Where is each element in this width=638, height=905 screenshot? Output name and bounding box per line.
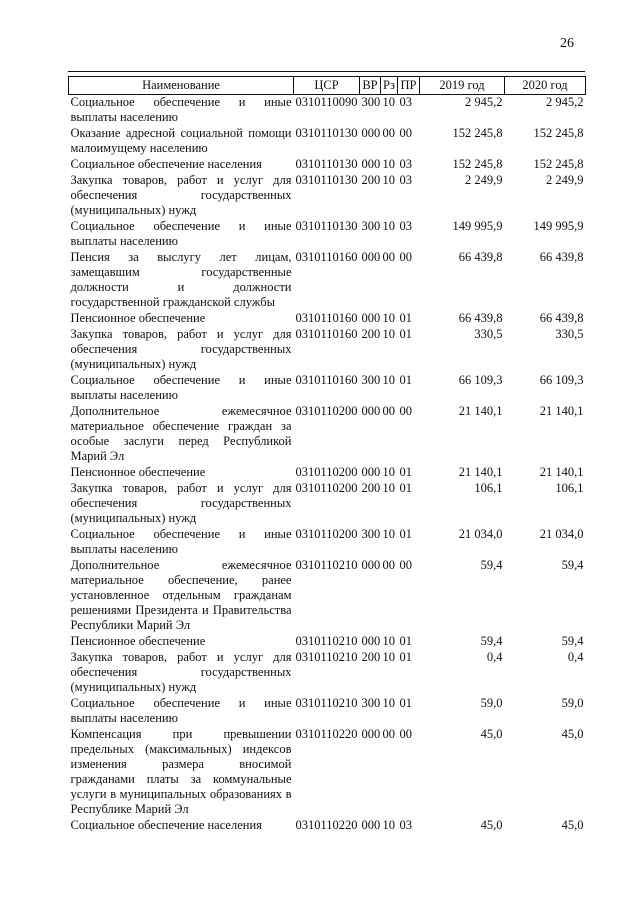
table-row bbox=[69, 696, 586, 727]
row-2019: 66 109,3 bbox=[458, 373, 503, 387]
row-2020: 21 140,1 bbox=[539, 404, 584, 418]
row-csr: 0310110220 bbox=[295, 818, 358, 832]
row-vr: 000 bbox=[361, 126, 381, 140]
row-rz: 10 bbox=[382, 373, 395, 387]
row-csr: 0310110130 bbox=[295, 126, 358, 140]
budget-table bbox=[68, 76, 586, 834]
row-pr: 01 bbox=[399, 696, 412, 710]
row-pr: 00 bbox=[399, 250, 412, 264]
row-csr: 0310110210 bbox=[295, 696, 358, 710]
row-pr: 01 bbox=[399, 465, 412, 479]
table-header-row bbox=[69, 77, 586, 95]
row-2019: 59,4 bbox=[480, 634, 503, 648]
row-csr: 0310110160 bbox=[295, 250, 358, 264]
row-name: Пенсия за выслугу лет лицам, замещавшим государственные должности и должности государственной гражданской службы bbox=[70, 250, 292, 309]
row-2020: 45,0 bbox=[561, 727, 584, 741]
row-2020: 59,4 bbox=[561, 634, 584, 648]
top-rule bbox=[68, 71, 585, 72]
row-name: Социальное обеспечение и иные выплаты населению bbox=[70, 696, 292, 725]
header-rz: Рз bbox=[381, 77, 398, 95]
row-name: Социальное обеспечение населения bbox=[70, 157, 262, 171]
row-vr: 000 bbox=[361, 558, 381, 572]
row-2020: 66 439,8 bbox=[539, 311, 584, 325]
header-vr: ВР bbox=[360, 77, 381, 95]
row-2019: 0,4 bbox=[486, 650, 503, 664]
table-row bbox=[69, 219, 586, 250]
row-name: Пенсионное обеспечение bbox=[70, 465, 206, 479]
row-pr: 01 bbox=[399, 527, 412, 541]
row-pr: 03 bbox=[399, 219, 412, 233]
row-vr: 200 bbox=[361, 327, 381, 341]
header-pr: ПР bbox=[398, 77, 420, 95]
row-vr: 300 bbox=[361, 527, 381, 541]
row-vr: 000 bbox=[361, 311, 381, 325]
row-rz: 10 bbox=[382, 650, 395, 664]
row-2020: 2 945,2 bbox=[546, 95, 584, 109]
row-name: Оказание адресной социальной помощи малоимущему населению bbox=[70, 126, 292, 155]
row-vr: 200 bbox=[361, 650, 381, 664]
row-csr: 0310110200 bbox=[295, 465, 358, 479]
table-row bbox=[69, 634, 586, 650]
table-row bbox=[69, 818, 586, 834]
row-csr: 0310110130 bbox=[295, 219, 358, 233]
row-2020: 152 245,8 bbox=[533, 126, 584, 140]
row-2019: 66 439,8 bbox=[458, 311, 503, 325]
row-2019: 106,1 bbox=[474, 481, 503, 495]
row-vr: 000 bbox=[361, 404, 381, 418]
row-rz: 10 bbox=[382, 527, 395, 541]
row-name: Дополнительное ежемесячное материальное обеспечение, ранее установленное отдельным гражданам решениями Президента и Правительства Республики Марий Эл bbox=[70, 558, 292, 632]
row-rz: 10 bbox=[382, 634, 395, 648]
row-2020: 21 140,1 bbox=[539, 465, 584, 479]
row-vr: 300 bbox=[361, 373, 381, 387]
row-csr: 0310110210 bbox=[295, 650, 358, 664]
row-rz: 10 bbox=[382, 696, 395, 710]
row-pr: 00 bbox=[399, 404, 412, 418]
table-row bbox=[69, 481, 586, 527]
row-2019: 2 945,2 bbox=[465, 95, 503, 109]
row-2020: 45,0 bbox=[561, 818, 584, 832]
table-row bbox=[69, 250, 586, 311]
row-csr: 0310110200 bbox=[295, 404, 358, 418]
row-2020: 149 995,9 bbox=[533, 219, 584, 233]
row-rz: 00 bbox=[382, 727, 395, 741]
row-rz: 10 bbox=[382, 173, 395, 187]
row-rz: 10 bbox=[382, 481, 395, 495]
row-name: Пенсионное обеспечение bbox=[70, 311, 206, 325]
table-row bbox=[69, 404, 586, 465]
row-2019: 21 140,1 bbox=[458, 404, 503, 418]
row-vr: 000 bbox=[361, 157, 381, 171]
header-csr: ЦСР bbox=[294, 77, 360, 95]
row-pr: 01 bbox=[399, 634, 412, 648]
table-row bbox=[69, 311, 586, 327]
row-vr: 300 bbox=[361, 696, 381, 710]
row-name: Компенсация при превышении предельных (максимальных) индексов изменения размера вносимой гражданами платы за коммунальные услуги в муниципальных образованиях в Республике Марий Эл bbox=[70, 727, 292, 816]
row-csr: 0310110160 bbox=[295, 373, 358, 387]
table-row bbox=[69, 126, 586, 157]
row-pr: 03 bbox=[399, 157, 412, 171]
row-vr: 000 bbox=[361, 634, 381, 648]
row-2020: 0,4 bbox=[567, 650, 584, 664]
row-pr: 01 bbox=[399, 481, 412, 495]
row-vr: 200 bbox=[361, 481, 381, 495]
row-csr: 0310110210 bbox=[295, 634, 358, 648]
row-2019: 152 245,8 bbox=[452, 157, 503, 171]
row-pr: 03 bbox=[399, 95, 412, 109]
row-csr: 0310110210 bbox=[295, 558, 358, 572]
row-rz: 10 bbox=[382, 327, 395, 341]
row-2019: 45,0 bbox=[480, 727, 503, 741]
row-csr: 0310110200 bbox=[295, 481, 358, 495]
row-name: Закупка товаров, работ и услуг для обеспечения государственных (муниципальных) нужд bbox=[70, 327, 292, 371]
table-row bbox=[69, 173, 586, 219]
row-2019: 330,5 bbox=[474, 327, 503, 341]
row-name: Социальное обеспечение и иные выплаты населению bbox=[70, 95, 292, 124]
table-row bbox=[69, 650, 586, 696]
row-pr: 00 bbox=[399, 727, 412, 741]
row-rz: 10 bbox=[382, 219, 395, 233]
row-2020: 66 439,8 bbox=[539, 250, 584, 264]
row-2019: 2 249,9 bbox=[465, 173, 503, 187]
row-2019: 152 245,8 bbox=[452, 126, 503, 140]
row-name: Социальное обеспечение и иные выплаты населению bbox=[70, 219, 292, 248]
row-2019: 149 995,9 bbox=[452, 219, 503, 233]
row-csr: 0310110200 bbox=[295, 527, 358, 541]
row-rz: 00 bbox=[382, 404, 395, 418]
row-2020: 59,0 bbox=[561, 696, 584, 710]
row-name: Закупка товаров, работ и услуг для обеспечения государственных (муниципальных) нужд bbox=[70, 650, 292, 694]
header-2019: 2019 год bbox=[420, 77, 505, 95]
row-pr: 03 bbox=[399, 818, 412, 832]
table-row bbox=[69, 527, 586, 558]
row-2019: 66 439,8 bbox=[458, 250, 503, 264]
row-pr: 01 bbox=[399, 373, 412, 387]
table-row bbox=[69, 465, 586, 481]
row-rz: 10 bbox=[382, 95, 395, 109]
row-rz: 00 bbox=[382, 126, 395, 140]
row-rz: 10 bbox=[382, 465, 395, 479]
table-row bbox=[69, 558, 586, 634]
row-pr: 03 bbox=[399, 173, 412, 187]
header-name: Наименование bbox=[69, 77, 294, 95]
row-csr: 0310110160 bbox=[295, 311, 358, 325]
row-csr: 0310110090 bbox=[295, 95, 358, 109]
row-vr: 200 bbox=[361, 173, 381, 187]
row-2020: 330,5 bbox=[555, 327, 584, 341]
row-csr: 0310110130 bbox=[295, 157, 358, 171]
row-vr: 000 bbox=[361, 727, 381, 741]
row-csr: 0310110160 bbox=[295, 327, 358, 341]
table-row bbox=[69, 327, 586, 373]
row-2019: 21 140,1 bbox=[458, 465, 503, 479]
row-rz: 10 bbox=[382, 157, 395, 171]
row-2019: 45,0 bbox=[480, 818, 503, 832]
row-name: Закупка товаров, работ и услуг для обеспечения государственных (муниципальных) нужд bbox=[70, 481, 292, 525]
row-vr: 000 bbox=[361, 818, 381, 832]
row-name: Социальное обеспечение и иные выплаты населению bbox=[70, 527, 292, 556]
row-2020: 2 249,9 bbox=[546, 173, 584, 187]
header-2020: 2020 год bbox=[505, 77, 586, 95]
row-pr: 01 bbox=[399, 311, 412, 325]
row-vr: 000 bbox=[361, 250, 381, 264]
row-pr: 00 bbox=[399, 126, 412, 140]
row-2020: 59,4 bbox=[561, 558, 584, 572]
row-2019: 59,0 bbox=[480, 696, 503, 710]
row-2020: 66 109,3 bbox=[539, 373, 584, 387]
row-name: Социальное обеспечение населения bbox=[70, 818, 262, 832]
row-name: Пенсионное обеспечение bbox=[70, 634, 206, 648]
row-name: Закупка товаров, работ и услуг для обеспечения государственных (муниципальных) нужд bbox=[70, 173, 292, 217]
row-csr: 0310110130 bbox=[295, 173, 358, 187]
row-rz: 00 bbox=[382, 558, 395, 572]
row-rz: 10 bbox=[382, 311, 395, 325]
row-2020: 152 245,8 bbox=[533, 157, 584, 171]
row-2020: 106,1 bbox=[555, 481, 584, 495]
page-number: 26 bbox=[560, 36, 574, 51]
table-row bbox=[69, 727, 586, 818]
table-row bbox=[69, 373, 586, 404]
row-rz: 00 bbox=[382, 250, 395, 264]
row-2020: 21 034,0 bbox=[539, 527, 584, 541]
table-row bbox=[69, 95, 586, 127]
row-vr: 300 bbox=[361, 219, 381, 233]
row-name: Дополнительное ежемесячное материальное обеспечение граждан за особые заслуги перед Республикой Марий Эл bbox=[70, 404, 292, 463]
row-rz: 10 bbox=[382, 818, 395, 832]
row-2019: 59,4 bbox=[480, 558, 503, 572]
row-pr: 00 bbox=[399, 558, 412, 572]
row-2019: 21 034,0 bbox=[458, 527, 503, 541]
row-pr: 01 bbox=[399, 327, 412, 341]
row-vr: 000 bbox=[361, 465, 381, 479]
row-pr: 01 bbox=[399, 650, 412, 664]
table-row bbox=[69, 157, 586, 173]
row-vr: 300 bbox=[361, 95, 381, 109]
row-name: Социальное обеспечение и иные выплаты населению bbox=[70, 373, 292, 402]
row-csr: 0310110220 bbox=[295, 727, 358, 741]
